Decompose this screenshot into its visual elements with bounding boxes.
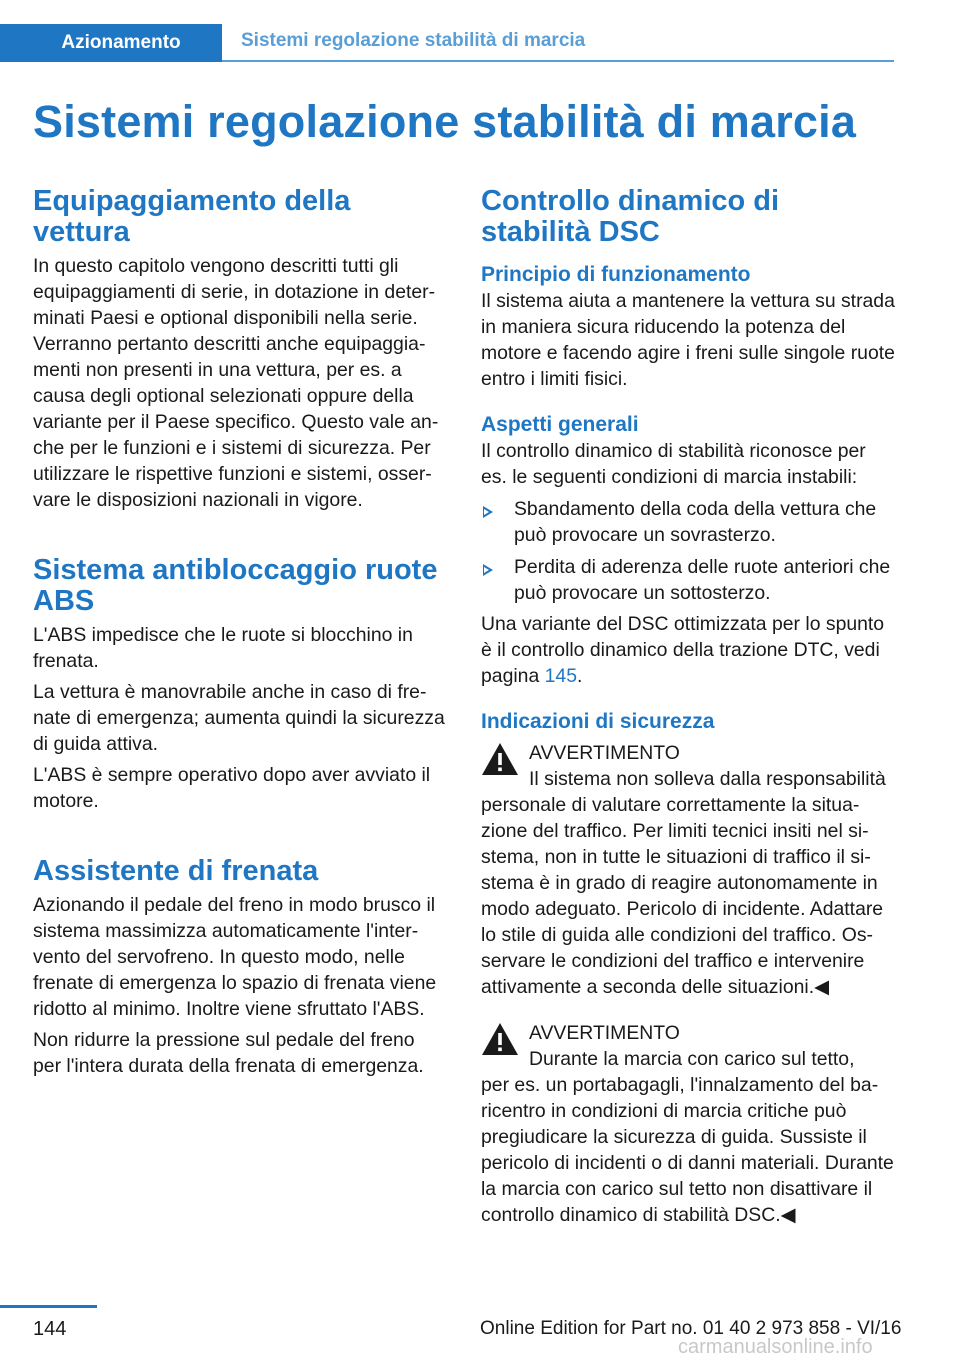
paragraph-frenata-1: Azionando il pedale del freno in modo brusco il sistema massimizza automaticamente l'intervento del servofreno. In questo modo, nelle frenate di emergenza lo spazio di frenata viene ridotto al minimo. Inoltre viene sfruttato l'ABS. xyxy=(33,894,437,1020)
paragraph-principio: Il sistema aiuta a mantenere la vettura su strada in maniera sicura riducendo la potenza del motore e facendo agire i freni sulle singole ruote entro i limiti fisici. xyxy=(481,290,895,390)
heading-aspetti: Aspetti generali xyxy=(481,413,639,436)
paragraph-equipaggiamento: In questo capitolo vengono descritti tutti gli equipaggiamenti di serie, in dotazione in determinati Paesi e optional disponibili nella serie. Verranno pertanto descritti anche equipaggiamenti non presenti in una vettura, per es. a causa degli optional selezionati oppure della variante per il Paese specifico. Questo vale anche per le funzioni e i sistemi di sicurezza. Per utilizzare le rispettive funzioni e sistemi, osservare le disposizioni nazionali in vigore. xyxy=(33,255,439,511)
right-column xyxy=(481,186,895,1228)
warning-text: per es. un portabagagli, l'innalzamento del baricentro in condizioni di marcia critiche può pregiudicare la sicurezza di guida. Sussiste il pericolo di incidenti o di danni materiali. Durante la marcia con carico sul tetto non disattivare il controllo dinamico di stabilità DSC.◀ xyxy=(481,1074,894,1226)
triangle-bullet-icon xyxy=(483,506,493,518)
warning-first-line: Il sistema non solleva dalla responsabilità xyxy=(529,768,886,790)
warning-block xyxy=(481,1020,895,1228)
heading-sicurezza: Indicazioni di sicurezza xyxy=(481,710,715,733)
page-title: Sistemi regolazione stabilità di marcia xyxy=(33,96,857,147)
heading-abs: Sistema antibloccaggio ruote ABS xyxy=(33,554,438,617)
section-breadcrumb: Sistemi regolazione stabilità di marcia xyxy=(241,30,586,51)
left-column xyxy=(33,186,447,1079)
heading-equipaggiamento: Equipaggiamento della vettura xyxy=(33,185,351,248)
list-item: Perdita di aderenza delle ruote anteriori che può provocare un sottosterzo. xyxy=(481,554,895,606)
paragraph-aspetti: Il controllo dinamico di stabilità riconosce per es. le seguenti condizioni di marcia instabili: xyxy=(481,440,866,488)
edition-note: Online Edition for Part no. 01 40 2 973 858 - VI/16 xyxy=(480,1318,902,1339)
warning-triangle-icon xyxy=(481,1022,519,1056)
header-rule xyxy=(222,60,894,62)
paragraph-abs-1: L'ABS impedisce che le ruote si blocchino in frenata. xyxy=(33,624,413,672)
heading-assistente-frenata: Assistente di frenata xyxy=(33,855,319,887)
triangle-bullet-icon xyxy=(483,564,493,576)
paragraph-abs-3: L'ABS è sempre operativo dopo aver avviato il motore. xyxy=(33,764,431,812)
warning-label: AVVERTIMENTO xyxy=(529,742,680,764)
heading-dsc: Controllo dinamico di stabilità DSC xyxy=(481,185,780,248)
warning-label: AVVERTIMENTO xyxy=(529,1022,680,1044)
page-number: 144 xyxy=(33,1318,67,1340)
watermark: carmanualsonline.info xyxy=(678,1336,873,1358)
warning-text: personale di valutare correttamente la situazione del traffico. Per limiti tecnici insiti nel sistema, non in tutte le situazioni di traffico il sistema è in grado di reagire autonomamente in modo adeguato. Pericolo di incidente. Adattare lo stile di guida alle condizioni del traffico. Osservare le condizioni del traffico e intervenire attivamente a seconda delle situazioni.◀ xyxy=(481,794,884,998)
condition-list xyxy=(481,496,895,606)
paragraph-frenata-2: Non ridurre la pressione sul pedale del freno per l'intera durata della frenata di emergenza. xyxy=(33,1029,424,1077)
chapter-tab: Azionamento xyxy=(0,24,222,62)
footer-rule xyxy=(0,1305,97,1308)
page-link-145[interactable]: 145 xyxy=(544,665,577,687)
list-item: Sbandamento della coda della vettura che può provocare un sovrasterzo. xyxy=(481,496,895,548)
heading-principio: Principio di funzionamento xyxy=(481,263,751,286)
warning-block xyxy=(481,740,895,1000)
running-header xyxy=(0,0,960,62)
warning-first-line: Durante la marcia con carico sul tetto, xyxy=(529,1048,855,1070)
warning-triangle-icon xyxy=(481,742,519,776)
paragraph-abs-2: La vettura è manovrabile anche in caso di frenate di emergenza; aumenta quindi la sicurezza di guida attiva. xyxy=(33,681,445,755)
paragraph-variante: Una variante del DSC ottimizzata per lo spunto è il controllo dinamico della trazione DTC, vedi pagina 145. xyxy=(481,613,885,687)
